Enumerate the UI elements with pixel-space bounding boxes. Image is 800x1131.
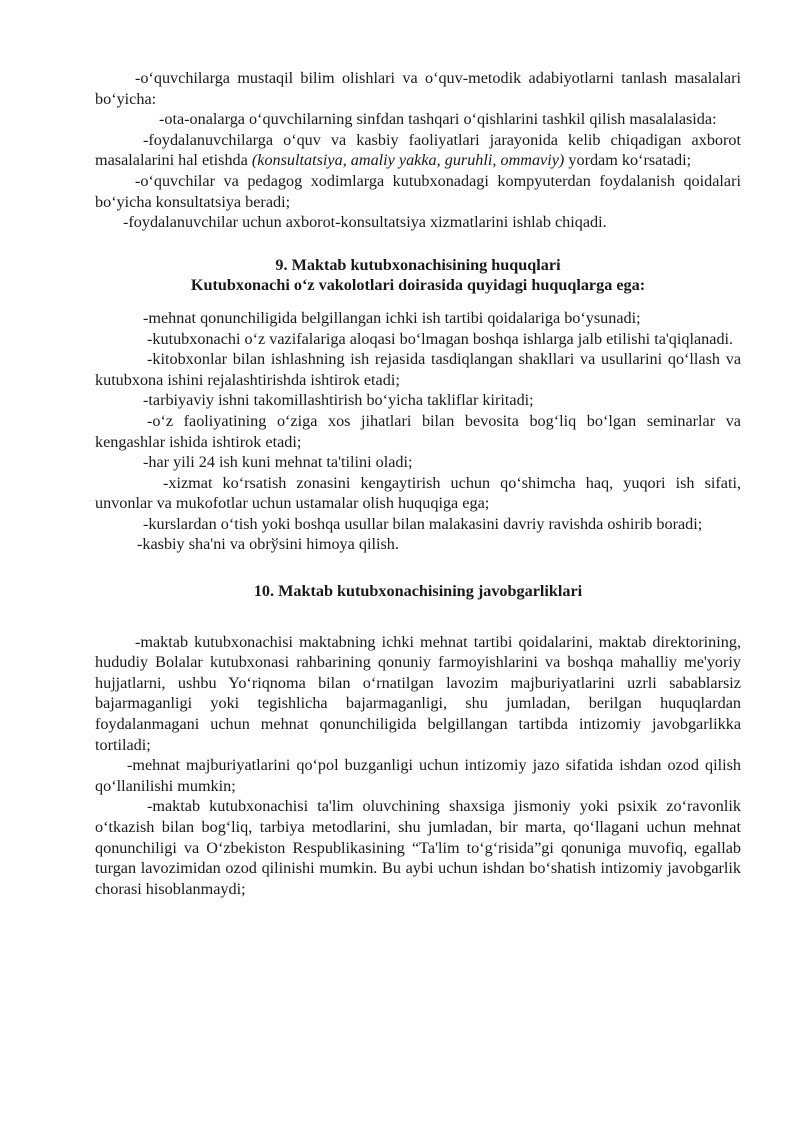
list-item: -tarbiyaviy ishni takomillashtirish bo‘yicha takliflar kiritadi; — [143, 391, 534, 410]
list-item: -foydalanuvchilar uchun axborot-konsultatsiya xizmatlarini ishlab chiqadi. — [123, 213, 607, 232]
list-item: -mehnat majburiyatlarini qo‘pol buzganligi uchun intizomiy jazo sifatida ishdan ozod qilish qo‘llanilishi mumkin; — [95, 756, 741, 795]
section-title: 10. Maktab kutubxonachisining javobgarliklari — [253, 582, 583, 601]
list-item — [95, 130, 741, 171]
list-item: -xizmat ko‘rsatish zonasini kengaytirish uchun qo‘shimcha haq, yuqori ish sifati, unvonlar va mukofotlar uchun ustamalar olish huquqiga ega; — [95, 473, 741, 513]
list-item: -maktab kutubxonachisi ta'lim oluvchining shaxsiga jismoniy yoki psixik zo‘ravonlik o‘tkazish bilan bog‘liq, tarbiya metodlarini, shu jumladan, bir marta, qo‘llagani uchun mehnat qonunchiligi va O‘zbekiston Respublikasining “Ta'lim to‘g‘risida”gi qonuniga muvofiq, egallab turgan lavozimidan ozod qilinishi mumkin. Bu aybi uchun ishdan bo‘shatish intizomiy javobgarlik chorasi hisoblanmaydi; — [95, 797, 741, 898]
list-item: -mehnat qonunchiligida belgillangan ichki ish tartibi qoidalariga bo‘ysunadi; — [143, 308, 641, 327]
list-item: -kurslardan o‘tish yoki boshqa usullar bilan malakasini davriy ravishda oshirib boradi; — [143, 514, 703, 533]
list-item: -kasbiy sha'ni va obrўsini himoya qilish. — [137, 535, 399, 554]
list-item: -o‘quvchilarga mustaqil bilim olishlari va o‘quv-metodik adabiyotlarni tanlash masalalari bo‘yicha: — [95, 69, 741, 108]
section-title: 9. Maktab kutubxonachisining huquqlari — [275, 255, 561, 274]
list-item: -maktab kutubxonachisi maktabning ichki mehnat tartibi qoidalarini, maktab direktorining, hududiy Bolalar kutubxonasi rahbarining qonuniy farmoyishlarini va boshqa mahalliy me'yoriy hujjatlarni, ushbu Yo‘riqnoma bilan o‘rnatilgan lavozim majburiyatlarini uzrli sabablarsiz bajarmaganligi yoki tegishlicha bajarmaganligi, shu jumladan, berilgan huquqlardan foydalanmagani uchun mehnat qonunchiligida belgillangan tartibda intizomiy javobgarlikka tortiladi; — [95, 632, 741, 754]
list-item: -kutubxonachi o‘z vazifalariga aloqasi bo‘lmagan boshqa ishlarga jalb etilishi ta'qiqlanadi. — [147, 329, 734, 348]
list-item: -o‘quvchilar va pedagog xodimlarga kutubxonadagi kompyuterdan foydalanish qoidalari bo‘yicha konsultatsiya beradi; — [95, 171, 741, 211]
list-item: -ota-onalarga o‘quvchilarning sinfdan tashqari o‘qishlarini tashkil qilish masalalasida: — [159, 110, 717, 129]
list-item-emphasis: (konsultatsiya, amaliy yakka, guruhli, ommaviy) — [251, 151, 565, 170]
document-page — [95, 68, 741, 899]
list-item-text: yordam ko‘rsatadi; — [564, 151, 692, 170]
list-item: -o‘z faoliyatining o‘ziga xos jihatlari bilan bevosita bog‘liq bo‘lgan seminarlar va kengashlar ishida ishtirok etadi; — [95, 411, 741, 451]
section-subtitle: Kutubxonachi o‘z vakolotlari doirasida quyidagi huquqlarga ega: — [190, 276, 646, 295]
list-item: -kitobxonlar bilan ishlashning ish rejasida tasdiqlangan shakllari va usullarini qo‘llash va kutubxona ishini rejalashtirishda ishtirok etadi; — [95, 350, 741, 389]
list-item-text: -foydalanuvchilarga o‘quv va kasbiy faoliyatlari jarayonida kelib chiqadigan axborot masalalarini hal etishda — [95, 130, 741, 170]
list-item: -har yili 24 ish kuni mehnat ta'tilini oladi; — [143, 453, 413, 472]
